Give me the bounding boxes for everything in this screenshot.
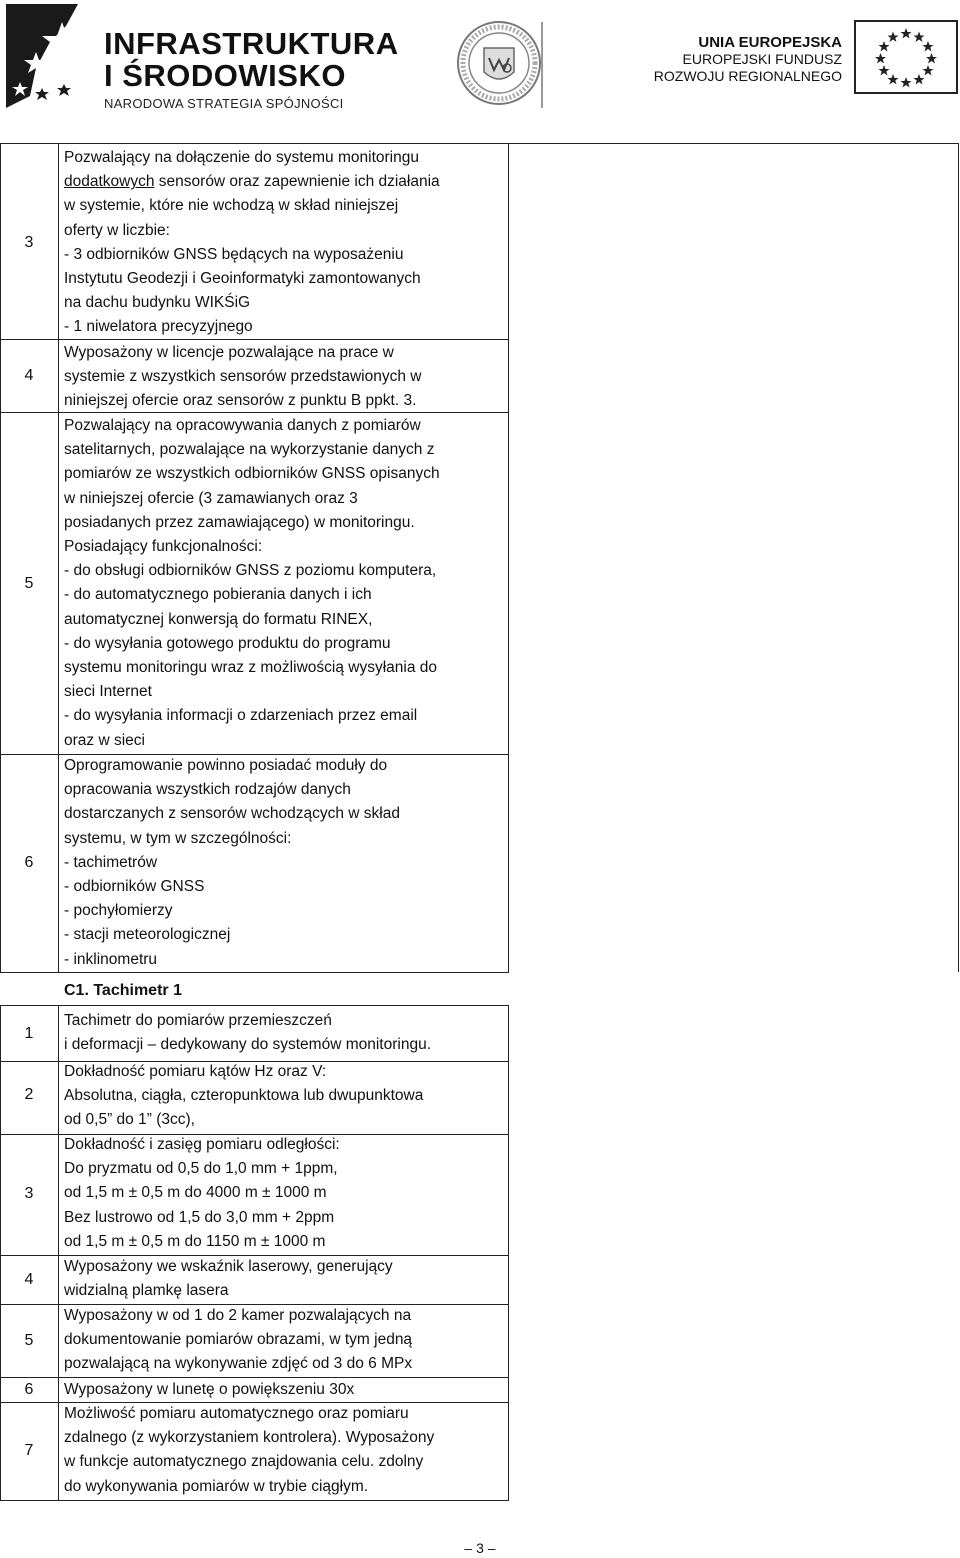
- row-number: 5: [24, 575, 34, 592]
- requirement-text: Wyposażony w licencje pozwalające na prace w systemie z wszystkich sensorów przedstawionych w niniejszej ofercie oraz sensorów z punktu B ppkt. 3.: [64, 344, 422, 410]
- table-border: [58, 1005, 59, 1501]
- row-number: 4: [24, 1271, 34, 1288]
- eu-fund-line2: ROZWOJU REGIONALNEGO: [653, 68, 842, 84]
- row-number: 6: [24, 1381, 34, 1398]
- row-number: 3: [24, 234, 34, 251]
- requirement-text: Wyposażony w od 1 do 2 kamer pozwalających na dokumentowanie pomiarów obrazami, w tym jedną pozwalającą na wykonywanie zdjęć od 3 do 6 MPx: [64, 1307, 413, 1373]
- logo-title-line2: I ŚRODOWISKO: [104, 58, 346, 93]
- table-border: [0, 1005, 1, 1501]
- table-border: [58, 143, 59, 972]
- row-number: 3: [24, 1185, 34, 1202]
- requirement-text: Oprogramowanie powinno posiadać moduły do opracowania wszystkich rodzajów danych dostarczanych z sensorów wchodzących w skład systemu, w tym w szczególności: - tachimetrów - odbiorników GNSS - pochyłomierzy - stacji meteorologicznej - inklinometru: [64, 757, 400, 968]
- logo-subtitle: NARODOWA STRATEGIA SPÓJNOŚCI: [104, 96, 344, 111]
- table-border: [958, 143, 959, 972]
- infrastruktura-star-logo-icon: [6, 4, 96, 108]
- table-border: [508, 143, 509, 972]
- row-number: 7: [24, 1442, 34, 1459]
- eu-title: UNIA EUROPEJSKA: [698, 34, 842, 51]
- row-number: 4: [24, 367, 34, 384]
- header-divider: [541, 22, 543, 108]
- page-number: – 3 –: [464, 1540, 496, 1556]
- eu-flag-icon: [854, 20, 958, 94]
- row-number: 5: [24, 1332, 34, 1349]
- requirement-text: Tachimetr do pomiarów przemieszczeń i deformacji – dedykowany do systemów monitoringu.: [64, 1012, 432, 1054]
- specification-table: [0, 143, 960, 1501]
- row-number: 6: [24, 854, 34, 871]
- requirement-text: Dokładność pomiaru kątów Hz oraz V: Absolutna, ciągła, czteropunktowa lub dwupunktowa od 0,5” do 1” (3cc),: [64, 1063, 424, 1129]
- requirement-text: Dokładność i zasięg pomiaru odległości: Do pryzmatu od 0,5 do 1,0 mm + 1ppm, od 1,5 m ± 0,5 m do 4000 m ± 1000 m Bez lustrowo od 1,5 do 3,0 mm + 2ppm od 1,5 m ± 0,5 m do 1150 m ± 1000 m: [64, 1136, 340, 1250]
- table-border: [0, 143, 959, 144]
- logo-title-line1: INFRASTRUKTURA: [104, 26, 399, 61]
- requirement-text: Możliwość pomiaru automatycznego oraz pomiaru zdalnego (z wykorzystaniem kontrolera). Wyposażony w funkcje automatycznego znajdowania celu. zdolny do wykonywania pomiarów w trybie ciągłym.: [64, 1405, 435, 1495]
- table-border: [0, 972, 509, 973]
- section-heading: C1. Tachimetr 1: [64, 982, 182, 999]
- requirement-text: Wyposażony we wskaźnik laserowy, generujący widzialną plamkę lasera: [64, 1258, 393, 1300]
- row-number: 1: [24, 1025, 34, 1042]
- table-border: [0, 1500, 509, 1501]
- university-seal-icon: [456, 18, 542, 108]
- eu-fund-line1: EUROPEJSKI FUNDUSZ: [682, 51, 842, 67]
- requirement-line: Pozwalający na dołączenie do systemu monitoringu: [64, 149, 419, 166]
- table-border: [508, 1005, 509, 1501]
- underlined-word: dodatkowych: [64, 173, 155, 191]
- requirement-line: sensorów oraz zapewnienie ich działania w systemie, które nie wchodzą w skład niniejszej oferty w liczbie: - 3 odbiorników GNSS będących na wyposażeniu Instytutu Geodezji i Geoinformatyki zamontowanych na dachu budynku WIKŚiG - 1 niwelatora precyzyjnego: [64, 173, 440, 336]
- row-number: 2: [24, 1086, 34, 1103]
- requirement-text: Pozwalający na opracowywania danych z pomiarów satelitarnych, pozwalające na wykorzystanie danych z pomiarów ze wszystkich odbiorników GNSS opisanych w niniejszej ofercie (3 zamawianych oraz 3 posiadanych przez zamawiającego) w monitoringu. Posiadający funkcjonalności: - do obsługi odbiorników GNSS z poziomu komputera, - do automatycznego pobierania danych i ich automatycznej konwersją do formatu RINEX, - do wysyłania gotowego produktu do programu systemu monitoringu wraz z możliwością wysyłania do sieci Internet - do wysyłania informacji o zdarzeniach przez email oraz w sieci: [64, 417, 440, 749]
- requirement-text: Wyposażony w lunetę o powiększeniu 30x: [64, 1381, 355, 1398]
- table-border: [0, 143, 1, 972]
- page-header: [0, 0, 960, 118]
- requirement-text: [64, 146, 504, 340]
- table-border: [0, 1005, 509, 1006]
